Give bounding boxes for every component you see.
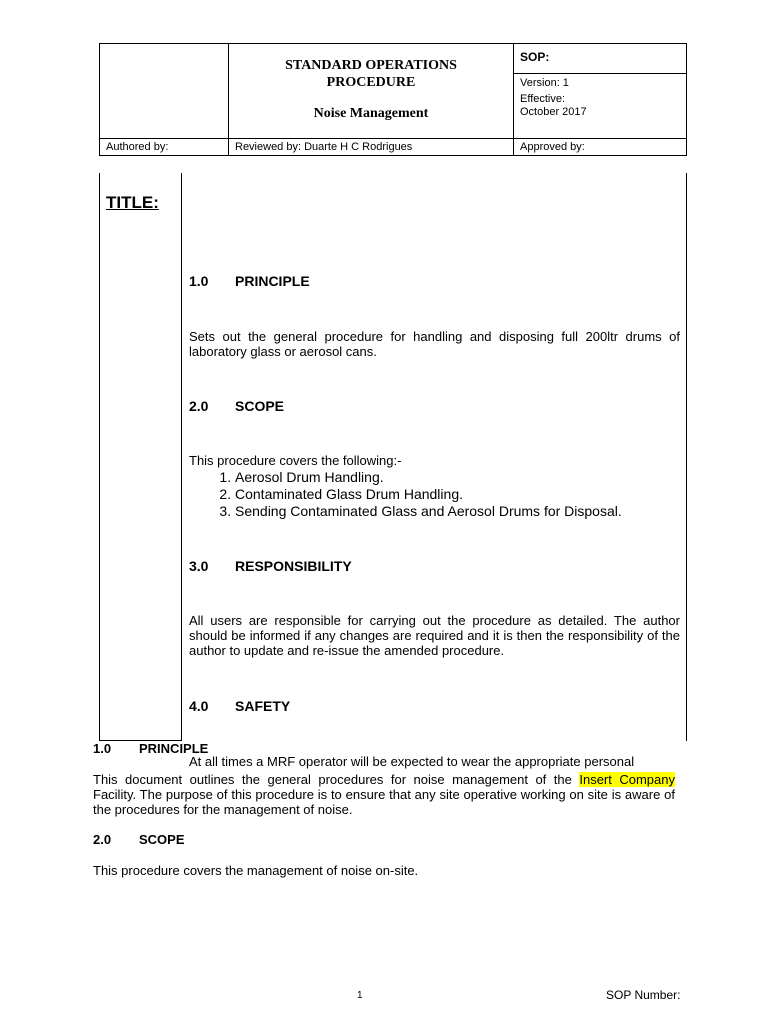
section-title: PRINCIPLE bbox=[139, 741, 209, 756]
effective-label: Effective: bbox=[520, 93, 566, 105]
section-number: 2.0 bbox=[93, 832, 112, 847]
title-box-border bbox=[181, 173, 182, 741]
main-heading-principle bbox=[93, 741, 208, 756]
scope-intro: This procedure covers the following:- bbox=[189, 453, 402, 468]
reviewed-by: Reviewed by: Duarte H C Rodrigues bbox=[235, 141, 413, 153]
section-title: SAFETY bbox=[235, 698, 291, 714]
title-box-border bbox=[686, 173, 687, 741]
title-box-border bbox=[99, 173, 100, 741]
highlighted-placeholder: Insert Company bbox=[579, 772, 675, 787]
section-heading-responsibility bbox=[189, 558, 352, 574]
main-heading-scope bbox=[93, 832, 185, 847]
principle-text-after: Facility. The purpose of this procedure is to ensure that any site operative working on site is aware of the procedures for the management of noise. bbox=[93, 787, 675, 817]
section-number: 1.0 bbox=[189, 273, 209, 289]
principle-text: Sets out the general procedure for handling and disposing full 200ltr drums of laboratory glass or aerosol cans. bbox=[189, 329, 680, 359]
section-number: 2.0 bbox=[189, 398, 209, 414]
effective-date: October 2017 bbox=[520, 106, 587, 118]
safety-text: At all times a MRF operator will be expected to wear the appropriate personal bbox=[189, 754, 635, 769]
section-heading-scope bbox=[189, 398, 284, 414]
list-item: 1. Aerosol Drum Handling. bbox=[235, 469, 622, 486]
scope-list bbox=[189, 469, 622, 520]
principle-text-before: This document outlines the general procedures for noise management of the bbox=[93, 772, 580, 787]
document-subtitle: Noise Management bbox=[313, 106, 429, 121]
sop-label: SOP: bbox=[520, 50, 550, 64]
header-divider bbox=[513, 43, 514, 156]
title-label: TITLE: bbox=[106, 193, 159, 212]
section-heading-principle bbox=[189, 273, 310, 289]
responsibility-text: All users are responsible for carrying out the procedure as detailed. The author should be informed if any changes are required and it is then the responsibility of the author to update and re-issue the amended procedure. bbox=[189, 613, 680, 658]
version-text: Version: 1 bbox=[520, 77, 569, 89]
list-item: 3. Sending Contaminated Glass and Aerosol Drums for Disposal. bbox=[235, 503, 622, 520]
header-divider bbox=[99, 138, 687, 139]
document-title-line1: STANDARD OPERATIONS bbox=[285, 58, 457, 73]
document-title-line2: PROCEDURE bbox=[326, 75, 416, 90]
page-number: 1 bbox=[357, 990, 363, 1001]
section-number: 3.0 bbox=[189, 558, 209, 574]
authored-by: Authored by: bbox=[106, 141, 169, 153]
section-title: SCOPE bbox=[139, 832, 185, 847]
document-title bbox=[229, 57, 513, 91]
sop-number-label: SOP Number: bbox=[606, 988, 681, 1002]
section-title: PRINCIPLE bbox=[235, 273, 310, 289]
main-principle-text bbox=[93, 772, 675, 817]
section-heading-safety bbox=[189, 698, 290, 714]
list-item: 2. Contaminated Glass Drum Handling. bbox=[235, 486, 622, 503]
section-number: 4.0 bbox=[189, 698, 209, 714]
section-number: 1.0 bbox=[93, 741, 112, 756]
approved-by: Approved by: bbox=[520, 141, 585, 153]
section-title: RESPONSIBILITY bbox=[235, 558, 352, 574]
header-divider bbox=[513, 73, 687, 74]
section-title: SCOPE bbox=[235, 398, 285, 414]
main-scope-text: This procedure covers the management of noise on-site. bbox=[93, 863, 419, 878]
